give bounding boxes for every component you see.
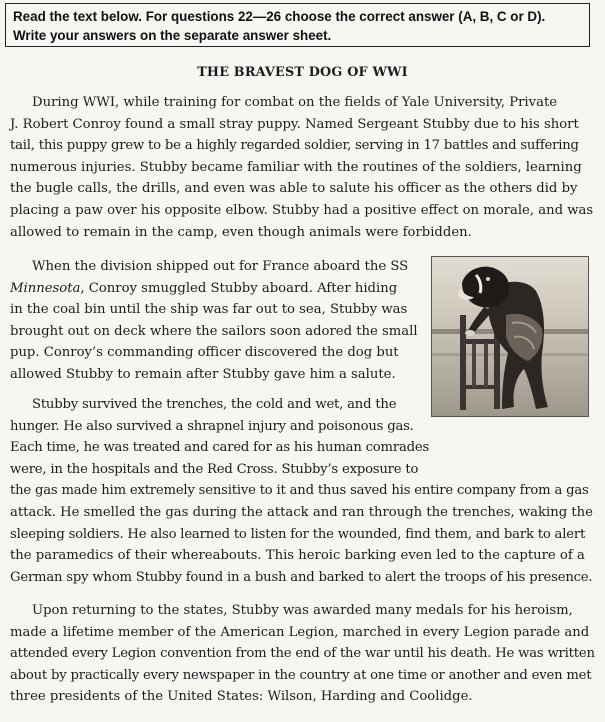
text-line: When the division shipped out for France aboard the SS xyxy=(32,259,409,274)
ship-name: Minnesota xyxy=(10,280,81,296)
text-line: about by practically every newspaper in the country at one time or another and even met xyxy=(10,667,592,683)
text-line: German spy whom Stubby found in a bush and barked to alert the troops of his presence. xyxy=(10,569,593,585)
text-line: pup. Conroy’s commanding officer discovered the dog but xyxy=(10,345,399,361)
stubby-photo xyxy=(431,256,589,417)
text-line: allowed Stubby to remain after Stubby gave him a salute. xyxy=(10,366,396,382)
text-line: Each time, he was treated and cared for as his human comrades xyxy=(10,440,430,456)
text-line: J. Robert Conroy found a small stray puppy. Named Sergeant Stubby due to his short xyxy=(10,116,579,132)
text-line: the bugle calls, the drills, and even was able to salute his officer as the others did by xyxy=(10,181,578,197)
text-line: During WWI, while training for combat on the fields of Yale University, Private xyxy=(32,95,558,110)
text-line: made a lifetime member of the American Legion, marched in every Legion parade and xyxy=(10,624,590,640)
article-title: THE BRAVEST DOG OF WWI xyxy=(197,65,408,80)
text-line xyxy=(10,278,423,300)
text-line: placing a paw over his opposite elbow. Stubby had a positive effect on morale, and was xyxy=(10,202,594,218)
instructions-line-2: Write your answers on the separate answer sheet. xyxy=(13,28,332,43)
text-line: the paramedics of their whereabouts. This heroic barking even led to the capture of a xyxy=(10,548,585,564)
text-line: in the coal bin until the ship was far out to sea, Stubby was xyxy=(10,302,408,318)
text-line: sleeping soldiers. He also learned to listen for the wounded, find them, and bark to alert xyxy=(10,526,586,542)
text-line: Upon returning to the states, Stubby was awarded many medals for his heroism, xyxy=(32,603,573,618)
text-line: were, in the hospitals and the Red Cross. Stubby’s exposure to xyxy=(10,461,419,477)
instructions-line-1: Read the text below. For questions 22—26 choose the correct answer (A, B, C or D). xyxy=(13,9,546,24)
paragraph-4 xyxy=(10,600,594,708)
text-line: attack. He smelled the gas during the attack and ran through the trenches, waking the xyxy=(10,504,593,520)
text-line: hunger. He also survived a shrapnel injury and poisonous gas. xyxy=(10,418,414,434)
text-line: three presidents of the United States: Wilson, Harding and Coolidge. xyxy=(10,689,473,705)
text-line: brought out on deck where the sailors soon adored the small xyxy=(10,323,418,339)
paragraph-3 xyxy=(10,394,594,588)
text-line: allowed to remain in the camp, even though animals were forbidden. xyxy=(10,224,472,240)
paragraph-1 xyxy=(10,92,594,243)
text-line: Stubby survived the trenches, the cold and wet, and the xyxy=(32,397,397,412)
text-line: tail, this puppy grew to be a highly regarded soldier, serving in 17 battles and suffering xyxy=(10,138,579,154)
paragraph-2 xyxy=(10,256,423,386)
text-line: numerous injuries. Stubby became familiar with the routines of the soldiers, learning xyxy=(10,159,582,175)
instructions-box xyxy=(5,3,590,47)
text-line: attended every Legion convention from the end of the war until his death. He was written xyxy=(10,646,595,662)
text-line: the gas made him extremely sensitive to it and thus saved his entire company from a gas xyxy=(10,483,589,499)
text-fragment: , Conroy smuggled Stubby aboard. After hiding xyxy=(80,280,398,296)
